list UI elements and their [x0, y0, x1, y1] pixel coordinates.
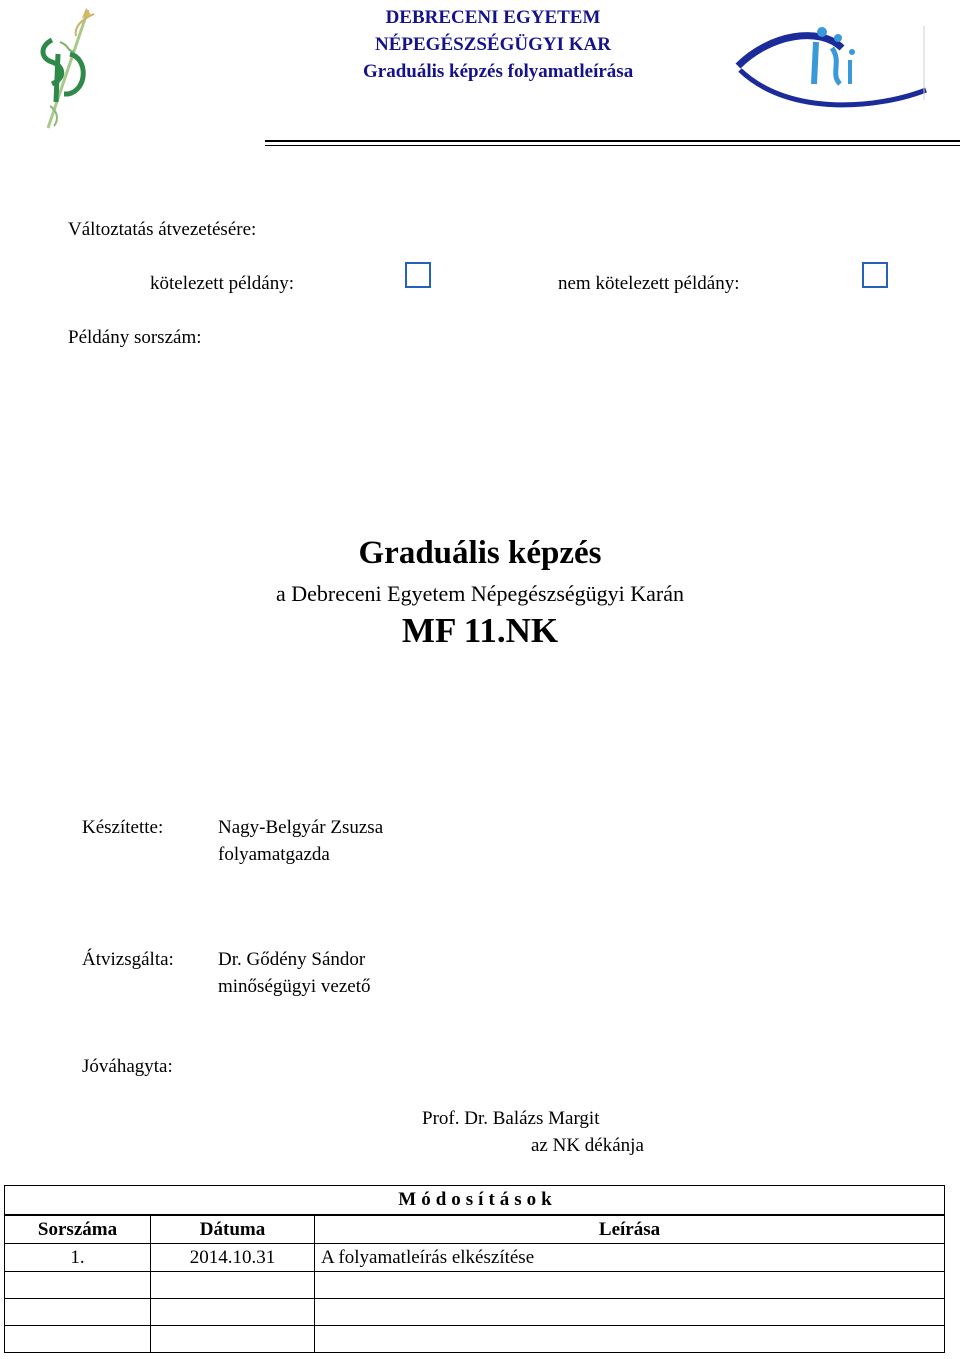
empty-cell [151, 1299, 315, 1326]
approved-by-label: Jóváhagyta: [82, 1056, 173, 1077]
modifications-header-row [5, 1215, 945, 1244]
optional-copy-label: nem kötelezett példány: [558, 273, 740, 294]
header-title-block [363, 4, 634, 85]
document-code: MF 11.NK [401, 611, 559, 650]
header-faculty: NÉPEGÉSZSÉGÜGYI KAR [375, 34, 611, 55]
table-row [5, 1244, 945, 1272]
modifications-table [4, 1185, 945, 1353]
mandatory-copy-checkbox[interactable] [405, 262, 431, 288]
header-doc-type: Graduális képzés folyamatleírása [363, 61, 634, 82]
prepared-by-label: Készítette: [82, 817, 164, 838]
reviewed-by-role: minőségügyi vezető [218, 976, 371, 997]
optional-copy-checkbox[interactable] [862, 262, 888, 288]
reviewed-by-name: Dr. Gődény Sándor [218, 949, 366, 970]
header-divider [265, 140, 960, 142]
column-header-number: Sorszáma [5, 1215, 151, 1244]
empty-cell [315, 1272, 945, 1299]
document-subtitle: a Debreceni Egyetem Népegészségügyi Karán [275, 581, 685, 606]
row-date: 2014.10.31 [151, 1244, 315, 1272]
column-header-date: Dátuma [151, 1215, 315, 1244]
university-seal-logo [30, 6, 102, 136]
table-row-empty [5, 1326, 945, 1353]
row-number: 1. [5, 1244, 151, 1272]
document-title: Graduális képzés [358, 535, 602, 571]
empty-cell [5, 1272, 151, 1299]
copy-number-label: Példány sorszám: [68, 327, 202, 348]
faculty-logo [730, 18, 930, 108]
empty-cell [315, 1299, 945, 1326]
empty-cell [5, 1299, 151, 1326]
prepared-by-role: folyamatgazda [218, 844, 330, 865]
header-divider-thin [265, 145, 960, 146]
table-row-empty [5, 1272, 945, 1299]
reviewed-by-label: Átvizsgálta: [82, 949, 174, 970]
prepared-by-name: Nagy-Belgyár Zsuzsa [218, 817, 384, 838]
table-row-empty [5, 1299, 945, 1326]
header-university: DEBRECENI EGYETEM [385, 7, 601, 28]
mandatory-copy-label: kötelezett példány: [150, 273, 295, 294]
approved-by-name: Prof. Dr. Balázs Margit [422, 1108, 600, 1129]
empty-cell [151, 1326, 315, 1353]
change-section-label: Változtatás átvezetésére: [68, 219, 257, 240]
empty-cell [315, 1326, 945, 1353]
modifications-caption: Módosítások [5, 1186, 945, 1216]
approved-by-role: az NK dékánja [531, 1135, 644, 1156]
empty-cell [5, 1326, 151, 1353]
column-header-description: Leírása [315, 1215, 945, 1244]
row-description: A folyamatleírás elkészítése [315, 1244, 945, 1272]
empty-cell [151, 1272, 315, 1299]
